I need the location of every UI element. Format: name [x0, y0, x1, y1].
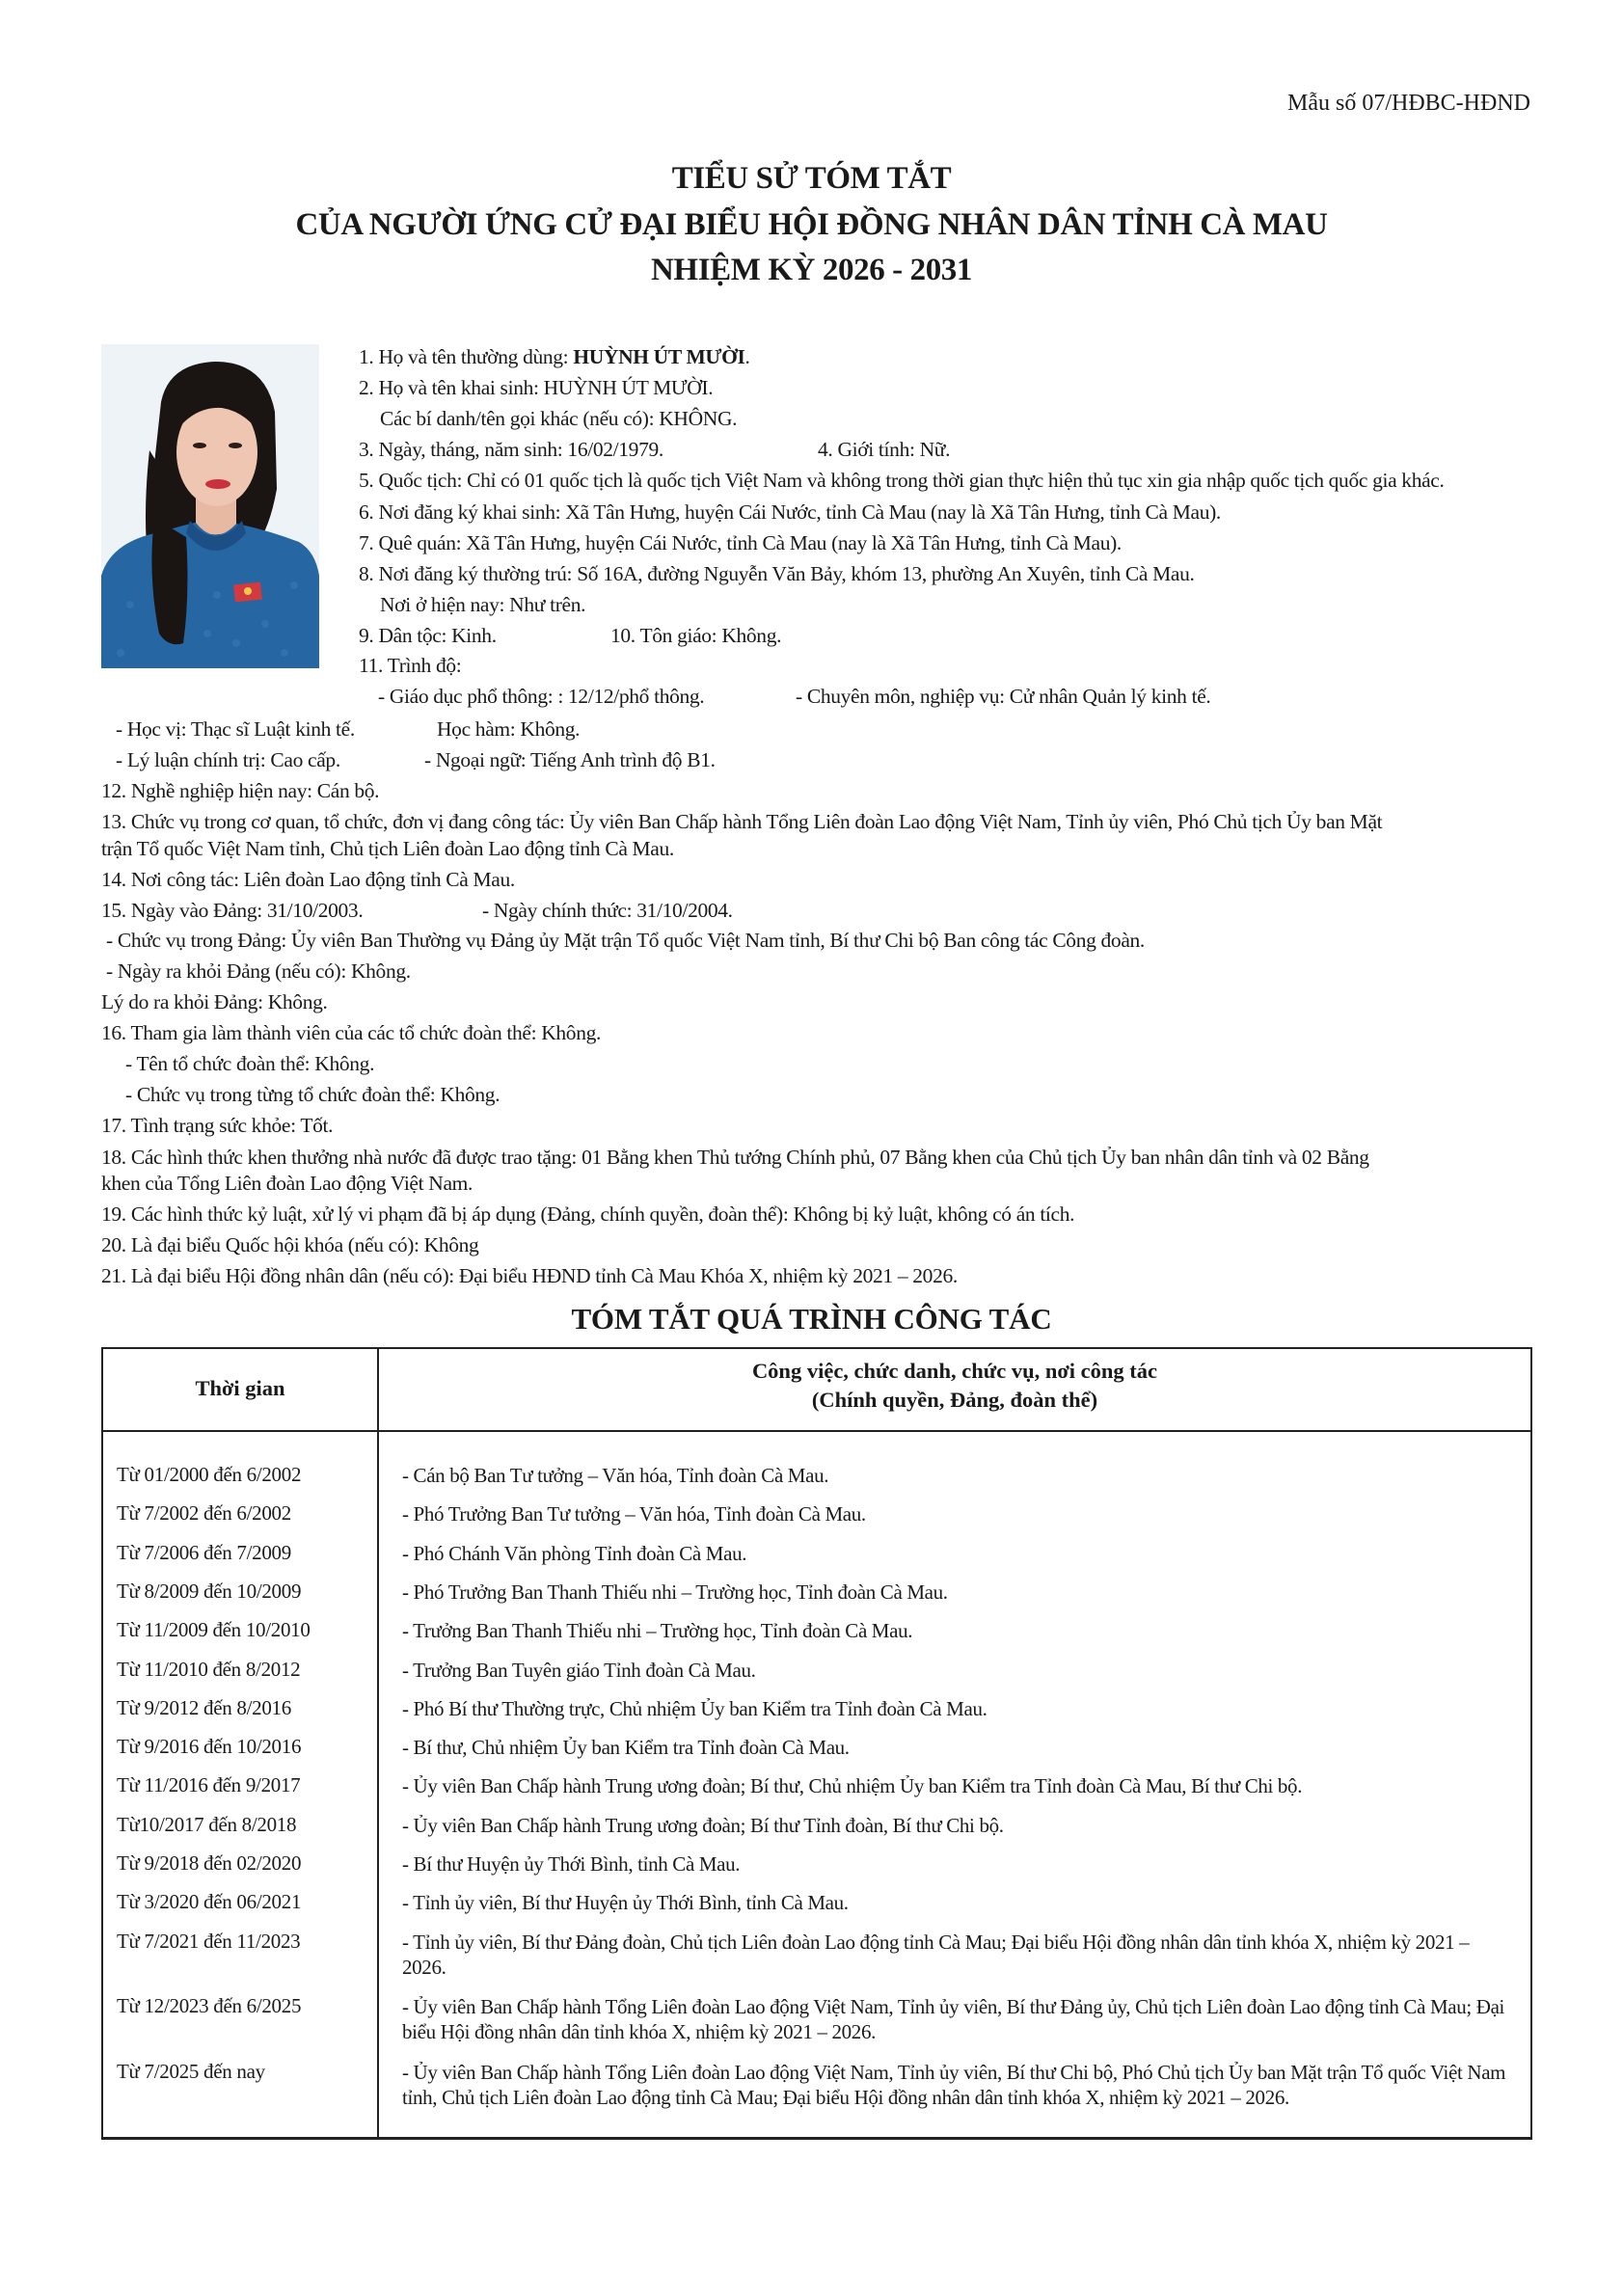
info-national-assembly: 20. Là đại biểu Quốc hội khóa (nếu có): Không — [101, 1233, 479, 1256]
info-permanent-residence: 8. Nơi đăng ký thường trú: Số 16A, đường Nguyễn Văn Bảy, khóm 13, phường An Xuyên, tỉnh Cà Mau. — [359, 562, 1195, 585]
row-time: Từ 9/2016 đến 10/2016 — [117, 1735, 302, 1758]
info-aliases: Các bí danh/tên gọi khác (nếu có): KHÔNG. — [380, 407, 738, 430]
row-role: - Ủy viên Ban Chấp hành Tổng Liên đoàn Lao động Việt Nam, Tỉnh ủy viên, Bí thư Đảng ủy, Chủ tịch Liên đoàn Lao động tỉnh Cà Mau; Đại biểu Hội đồng nhân dân tỉnh khóa X, nhiệm kỳ 2021 – 2026. — [402, 1995, 1505, 2043]
info-health: 17. Tình trạng sức khỏe: Tốt. — [101, 1114, 334, 1137]
info-religion: 10. Tôn giáo: Không. — [610, 624, 782, 647]
row-time: Từ 11/2010 đến 8/2012 — [117, 1658, 301, 1681]
punctuation: . — [744, 345, 750, 368]
info-academic-degree: - Học vị: Thạc sĩ Luật kinh tế. — [116, 717, 355, 741]
info-ethnicity: 9. Dân tộc: Kinh. — [359, 624, 497, 647]
info-label: 1. Họ và tên thường dùng: — [359, 345, 574, 368]
info-political-theory: - Lý luận chính trị: Cao cấp. — [116, 748, 340, 771]
row-role: - Trưởng Ban Tuyên giáo Tỉnh đoàn Cà Mau. — [402, 1659, 756, 1682]
info-current-position-cont: trận Tổ quốc Việt Nam tỉnh, Chủ tịch Liên đoàn Lao động tỉnh Cà Mau. — [101, 837, 674, 860]
row-role: - Trưởng Ban Thanh Thiếu nhi – Trường học, Tỉnh đoàn Cà Mau. — [402, 1619, 913, 1642]
info-specialty: - Chuyên môn, nghiệp vụ: Cử nhân Quản lý kinh tế. — [796, 685, 1211, 708]
row-role: - Tỉnh ủy viên, Bí thư Huyện ủy Thới Bình, tỉnh Cà Mau. — [402, 1891, 849, 1914]
row-role: - Bí thư Huyện ủy Thới Bình, tỉnh Cà Mau. — [402, 1852, 741, 1876]
work-history-title: TÓM TẮT QUÁ TRÌNH CÔNG TÁC — [571, 1302, 1052, 1336]
row-time: Từ 9/2018 đến 02/2020 — [117, 1851, 302, 1875]
portrait-photo — [101, 344, 319, 668]
info-current-residence: Nơi ở hiện nay: Như trên. — [380, 593, 586, 616]
header-divider — [103, 1430, 1530, 1432]
info-awards-cont: khen của Tổng Liên đoàn Lao động Việt Nam. — [101, 1172, 473, 1195]
info-hometown: 7. Quê quán: Xã Tân Hưng, huyện Cái Nước, tỉnh Cà Mau (nay là Xã Tân Hưng, tỉnh Cà Mau). — [359, 531, 1122, 554]
info-workplace: 14. Nơi công tác: Liên đoàn Lao động tỉnh Cà Mau. — [101, 868, 515, 891]
row-time: Từ 11/2016 đến 9/2017 — [117, 1773, 301, 1796]
row-role: - Phó Trưởng Ban Tư tưởng – Văn hóa, Tỉnh đoàn Cà Mau. — [402, 1502, 866, 1526]
column-divider — [377, 1349, 379, 2137]
info-foreign-language: - Ngoại ngữ: Tiếng Anh trình độ B1. — [424, 748, 716, 771]
row-time: Từ 11/2009 đến 10/2010 — [117, 1618, 311, 1641]
info-party-leave-reason: Lý do ra khỏi Đảng: Không. — [101, 990, 328, 1013]
row-time: Từ 9/2012 đến 8/2016 — [117, 1696, 291, 1719]
info-birth-name: 2. Họ và tên khai sinh: HUỲNH ÚT MƯỜI. — [359, 376, 714, 399]
row-role: - Ủy viên Ban Chấp hành Trung ương đoàn; Bí thư, Chủ nhiệm Ủy ban Kiểm tra Tỉnh đoàn Cà Mau, Bí thư Chi bộ. — [402, 1774, 1303, 1797]
info-party-join-date: 15. Ngày vào Đảng: 31/10/2003. — [101, 899, 364, 922]
info-general-education: - Giáo dục phổ thông: : 12/12/phổ thông. — [378, 685, 705, 708]
info-discipline: 19. Các hình thức kỷ luật, xử lý vi phạm đã bị áp dụng (Đảng, chính quyền, đoàn thể): Không bị kỷ luật, không có án tích. — [101, 1202, 1075, 1226]
row-role: - Phó Chánh Văn phòng Tỉnh đoàn Cà Mau. — [402, 1542, 747, 1565]
column-header-role-note: (Chính quyền, Đảng, đoàn thể) — [811, 1388, 1098, 1412]
document-title: TIỂU SỬ TÓM TẮT — [671, 161, 952, 196]
row-role: - Ủy viên Ban Chấp hành Trung ương đoàn; Bí thư Tỉnh đoàn, Bí thư Chi bộ. — [402, 1814, 1004, 1837]
row-role: - Cán bộ Ban Tư tưởng – Văn hóa, Tỉnh đoàn Cà Mau. — [402, 1464, 829, 1487]
info-common-name — [359, 343, 750, 370]
info-organizations: 16. Tham gia làm thành viên của các tổ chức đoàn thể: Không. — [101, 1021, 602, 1044]
term-title: NHIỆM KỲ 2026 - 2031 — [651, 253, 972, 287]
row-role: - Tỉnh ủy viên, Bí thư Đảng đoàn, Chủ tịch Liên đoàn Lao động tỉnh Cà Mau; Đại biểu Hội đồng nhân dân tỉnh khóa X, nhiệm kỳ 2021 – 2026. — [402, 1931, 1470, 1979]
row-time: Từ 7/2025 đến nay — [117, 2060, 265, 2083]
work-history-table — [101, 1347, 1532, 2140]
info-party-leave-date: - Ngày ra khỏi Đảng (nếu có): Không. — [106, 959, 411, 983]
row-time: Từ 7/2002 đến 6/2002 — [117, 1501, 291, 1525]
info-current-position: 13. Chức vụ trong cơ quan, tổ chức, đơn vị đang công tác: Ủy viên Ban Chấp hành Tổng Liên đoàn Lao động Việt Nam, Tỉnh ủy viên, Phó Chủ tịch Ủy ban Mặt — [101, 810, 1383, 833]
column-header-time: Thời gian — [195, 1376, 285, 1400]
form-number: Mẫu số 07/HĐBC-HĐND — [1287, 91, 1530, 116]
row-time: Từ 7/2006 đến 7/2009 — [117, 1541, 291, 1564]
row-role: - Phó Bí thư Thường trực, Chủ nhiệm Ủy ban Kiểm tra Tỉnh đoàn Cà Mau. — [402, 1697, 987, 1720]
row-time: Từ10/2017 đến 8/2018 — [117, 1813, 297, 1836]
row-role: - Bí thư, Chủ nhiệm Ủy ban Kiểm tra Tỉnh đoàn Cà Mau. — [402, 1736, 850, 1759]
info-education-heading: 11. Trình độ: — [359, 654, 462, 677]
info-party-official-date: - Ngày chính thức: 31/10/2004. — [482, 899, 733, 922]
info-academic-title: Học hàm: Không. — [437, 717, 581, 741]
row-time: Từ 01/2000 đến 6/2002 — [117, 1463, 302, 1486]
info-peoples-council: 21. Là đại biểu Hội đồng nhân dân (nếu có): Đại biểu HĐND tỉnh Cà Mau Khóa X, nhiệm kỳ 2021 – 2026. — [101, 1264, 958, 1287]
info-birth-registration: 6. Nơi đăng ký khai sinh: Xã Tân Hưng, huyện Cái Nước, tỉnh Cà Mau (nay là Xã Tân Hưng, tỉnh Cà Mau). — [359, 500, 1221, 524]
info-occupation: 12. Nghề nghiệp hiện nay: Cán bộ. — [101, 779, 380, 802]
document-subtitle: CỦA NGƯỜI ỨNG CỬ ĐẠI BIỂU HỘI ĐỒNG NHÂN DÂN TỈNH CÀ MAU — [295, 207, 1328, 242]
portrait-illustration — [101, 344, 319, 668]
info-date-of-birth: 3. Ngày, tháng, năm sinh: 16/02/1979. — [359, 438, 663, 461]
info-nationality: 5. Quốc tịch: Chỉ có 01 quốc tịch là quốc tịch Việt Nam và không trong thời gian thực hiện thủ tục xin gia nhập quốc tịch quốc gia khác. — [359, 469, 1445, 492]
row-time: Từ 3/2020 đến 06/2021 — [117, 1890, 302, 1913]
info-party-position: - Chức vụ trong Đảng: Ủy viên Ban Thường vụ Đảng ủy Mặt trận Tổ quốc Việt Nam tỉnh, Bí thư Chi bộ Ban công tác Công đoàn. — [106, 929, 1145, 952]
row-time: Từ 7/2021 đến 11/2023 — [117, 1930, 301, 1953]
info-organization-name: - Tên tổ chức đoàn thể: Không. — [125, 1052, 375, 1075]
column-header-role: Công việc, chức danh, chức vụ, nơi công tác — [751, 1359, 1158, 1383]
row-role: - Ủy viên Ban Chấp hành Tổng Liên đoàn Lao động Việt Nam, Tỉnh ủy viên, Bí thư Chi bộ, Phó Chủ tịch Ủy ban Mặt trận Tổ quốc Việt Nam tỉnh, Chủ tịch Liên đoàn Lao động tỉnh Cà Mau; Đại biểu Hội đồng nhân dân tỉnh khóa X, nhiệm kỳ 2021 – 2026. — [402, 2061, 1506, 2109]
row-role: - Phó Trưởng Ban Thanh Thiếu nhi – Trường học, Tỉnh đoàn Cà Mau. — [402, 1580, 948, 1604]
row-time: Từ 8/2009 đến 10/2009 — [117, 1580, 302, 1603]
info-organization-position: - Chức vụ trong từng tổ chức đoàn thể: Không. — [125, 1083, 500, 1106]
info-awards: 18. Các hình thức khen thưởng nhà nước đã được trao tặng: 01 Bằng khen Thủ tướng Chính phủ, 07 Bằng khen của Chủ tịch Ủy ban nhân dân tỉnh và 02 Bằng — [101, 1146, 1369, 1169]
candidate-name: HUỲNH ÚT MƯỜI — [573, 345, 745, 368]
row-time: Từ 12/2023 đến 6/2025 — [117, 1994, 302, 2017]
info-gender: 4. Giới tính: Nữ. — [818, 438, 951, 461]
